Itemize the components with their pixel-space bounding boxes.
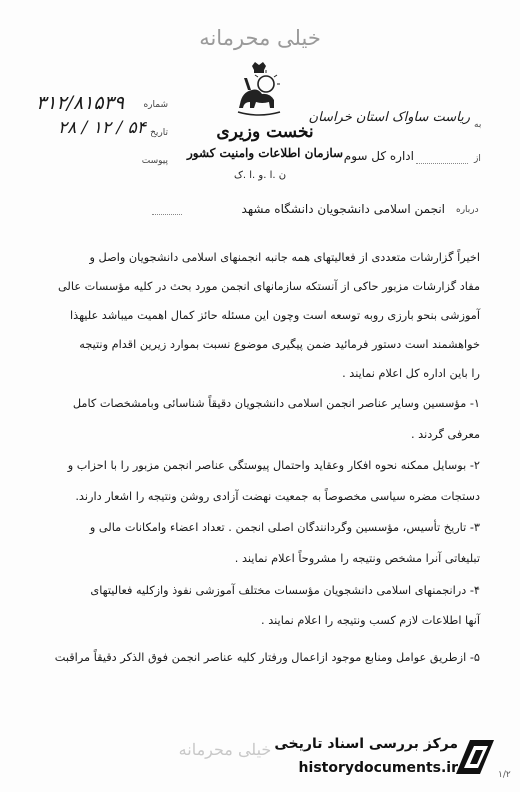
body-line: مفاد گزارشات مزبور حاکی از آنستکه سازمانهای انجمن مورد بحث در کلیه مؤسسات عالی	[58, 280, 480, 293]
attachment-label: پیوست	[141, 156, 168, 166]
archive-watermark-title: مرکز بررسی اسناد تاریخی	[274, 736, 458, 752]
body-line: ۴- درانجمنهای اسلامی دانشجویان مؤسسات مختلف آموزشی نفوذ وازکلیه فعالیتهای	[90, 584, 480, 597]
from-label: از	[474, 154, 481, 164]
body-line: معرفی گردند .	[410, 428, 480, 441]
lion-and-sun-emblem-icon	[228, 60, 290, 122]
from-dotted-line	[416, 162, 468, 164]
body-line: تبلیغاتی آنرا مشخص ونتیجه را مشروحاً اعلام نمایند .	[234, 552, 480, 565]
subject-dotted-line	[152, 213, 182, 215]
document-number: ۳۱۲/۸۱۵۳۹	[36, 92, 125, 114]
organization-name: نخست وزیری	[216, 122, 314, 142]
addressee-recipient: ریاست ساواک استان خراسان	[308, 110, 470, 125]
subject-text: انجمن اسلامی دانشجویان دانشگاه مشهد	[241, 202, 445, 216]
to-label: به	[474, 120, 482, 130]
classification-stamp-bottom: خیلی محرمانه	[178, 740, 272, 759]
body-line: آنها اطلاعات لازم کسب ونتیجه را اعلام نمایند .	[261, 614, 480, 627]
number-label: شماره	[143, 100, 168, 110]
body-line: دستجات مضره سیاسی مخصوصاً به جمعیت نهضت آزادی روشن ونتیجه را اشعار دارند.	[75, 490, 480, 503]
archive-watermark-url: historydocuments.ir	[298, 760, 458, 776]
sender-office: اداره کل سوم	[343, 149, 414, 163]
body-line: ۵- ازطریق عوامل ومنابع موجود ازاعمال ورفتار کلیه عناصر انجمن فوق الذکر دقیقاً مراقبت	[54, 651, 480, 664]
archive-logo-icon	[452, 734, 498, 780]
date-label: تاریخ	[150, 128, 168, 138]
body-line: ۲- بوسایل ممکنه نحوه افکار وعقاید واحتمال پیوستگی عناصر انجمن مزبور را با احزاب و	[67, 459, 480, 472]
body-line: آموزشی بنحو بارزی روبه توسعه است وچون این مسئله حائز کمال اهمیت میباشد علیهذا	[70, 309, 480, 322]
department-reference: ن .ا .و .ا .ک	[233, 170, 287, 181]
subject-label: درباره	[456, 205, 479, 215]
classification-stamp: خیلی محرمانه	[199, 26, 321, 50]
document-date: ۲۸ / ۱۲ / ۵۴	[58, 118, 146, 138]
organization-subtitle: سازمان اطلاعات وامنیت کشور	[186, 146, 344, 160]
body-line: خواهشمند است دستور فرمائید ضمن پیگیری موضوع نسبت بموارد زیرین اقدام ونتیجه	[79, 338, 480, 351]
body-line: ۱- مؤسسین وسایر عناصر انجمن اسلامی دانشجویان دقیقاً شناسائی وبامشخصات کامل	[72, 397, 480, 410]
body-line: اخیراً گزارشات متعددی از فعالیتهای همه جانبه انجمنهای اسلامی دانشجویان واصل و	[89, 251, 480, 264]
body-line: ۳- تاریخ تأسیس، مؤسسین وگردانندگان اصلی انجمن . تعداد اعضاء وامکانات مالی و	[89, 521, 480, 534]
body-line: را باین اداره کل اعلام نمایند .	[342, 367, 480, 380]
page-number: ۱/۲	[498, 770, 511, 780]
